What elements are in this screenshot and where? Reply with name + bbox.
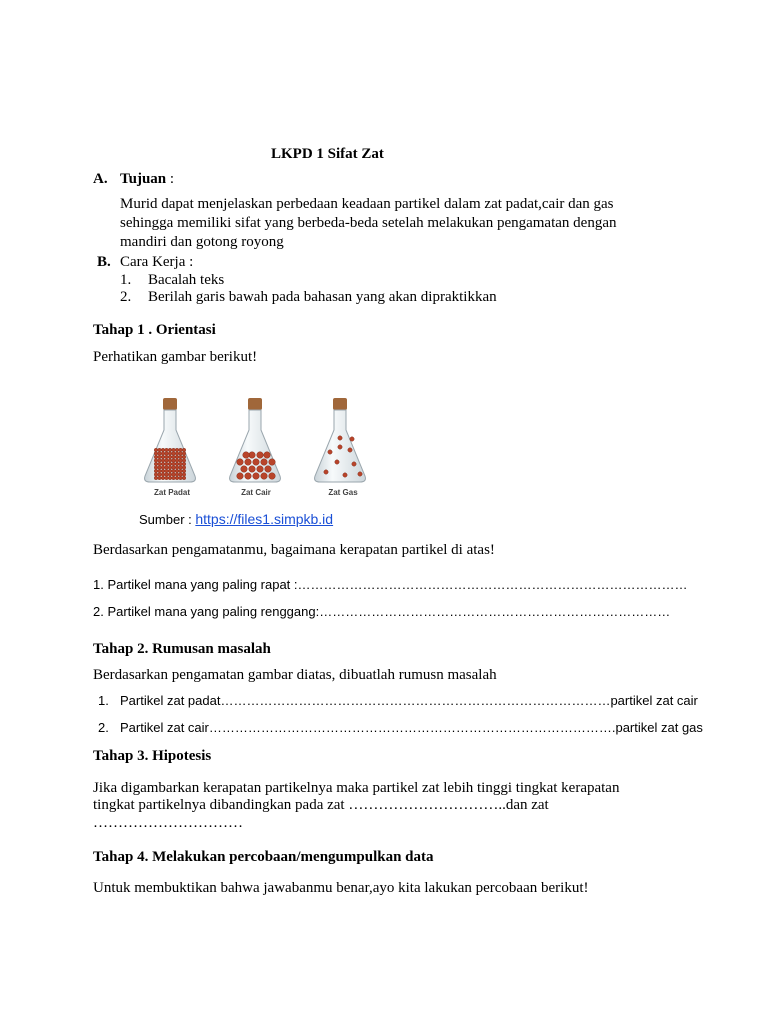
gas-particle bbox=[350, 437, 354, 441]
gas-particle bbox=[328, 450, 332, 454]
flask-liquid bbox=[230, 398, 281, 482]
section-a-line-3: mandiri dan gotong royong bbox=[120, 234, 284, 250]
tahap4-heading: Tahap 4. Melakukan percobaan/mengumpulkan data bbox=[93, 849, 434, 865]
solid-particle bbox=[168, 469, 172, 473]
solid-particle bbox=[179, 473, 183, 477]
solid-particle bbox=[161, 452, 165, 456]
section-a-colon: : bbox=[166, 171, 175, 187]
solid-particle bbox=[154, 452, 158, 456]
tahap1-heading: Tahap 1 . Orientasi bbox=[93, 322, 216, 338]
source-link[interactable]: https://files1.simpkb.id bbox=[195, 511, 334, 527]
solid-particle bbox=[168, 459, 172, 463]
section-b-marker: B. bbox=[97, 254, 111, 270]
tahap2-item-text-2: Partikel zat cair………………………………………………………………………………….partikel zat gas bbox=[120, 720, 703, 735]
gas-particle bbox=[335, 460, 339, 464]
solid-particle bbox=[161, 473, 165, 477]
solid-particle bbox=[172, 462, 176, 466]
tahap2-item-number-1: 1. bbox=[98, 693, 109, 708]
liquid-particle bbox=[265, 466, 272, 473]
solid-particle bbox=[161, 448, 165, 452]
solid-particle bbox=[175, 455, 179, 459]
solid-particle bbox=[182, 473, 186, 477]
tahap3-line-3: ………………………… bbox=[93, 815, 243, 831]
gas-particle bbox=[343, 473, 347, 477]
solid-particle bbox=[179, 469, 183, 473]
step-text-2: Berilah garis bawah pada bahasan yang akan dipraktikkan bbox=[148, 289, 497, 305]
tahap4-intro: Untuk membuktikan bahwa jawabanmu benar,ayo kita lakukan percobaan berikut! bbox=[93, 880, 589, 896]
solid-particle bbox=[182, 469, 186, 473]
liquid-particle bbox=[257, 466, 264, 473]
solid-particle bbox=[158, 448, 162, 452]
solid-particle bbox=[172, 469, 176, 473]
solid-particle bbox=[154, 448, 158, 452]
solid-particle bbox=[182, 459, 186, 463]
liquid-particle bbox=[245, 459, 252, 466]
liquid-particle bbox=[243, 452, 250, 459]
solid-particle bbox=[182, 466, 186, 470]
section-a-line-2: sehingga memiliki sifat yang berbeda-beda setelah melakukan pengamatan dengan bbox=[120, 215, 617, 231]
solid-particle bbox=[158, 469, 162, 473]
solid-particle bbox=[182, 462, 186, 466]
solid-particle bbox=[168, 448, 172, 452]
tahap3-line-2: tingkat partikelnya dibandingkan pada zat …………………………..dan zat bbox=[93, 797, 549, 813]
solid-particle bbox=[158, 466, 162, 470]
step-number-1: 1. bbox=[120, 272, 132, 288]
solid-particle bbox=[172, 476, 176, 480]
solid-particle bbox=[161, 476, 165, 480]
tahap1-item-1: 1. Partikel mana yang paling rapat :……………………………………………………………………………… bbox=[93, 577, 688, 592]
solid-particle bbox=[165, 459, 169, 463]
solid-particle bbox=[172, 466, 176, 470]
step-number-2: 2. bbox=[120, 289, 132, 305]
solid-particle bbox=[182, 452, 186, 456]
solid-particle bbox=[179, 448, 183, 452]
solid-particle bbox=[158, 459, 162, 463]
solid-particle bbox=[179, 476, 183, 480]
solid-particle bbox=[154, 466, 158, 470]
solid-particle bbox=[165, 473, 169, 477]
solid-particle bbox=[168, 466, 172, 470]
solid-particle bbox=[161, 455, 165, 459]
liquid-particle bbox=[269, 459, 276, 466]
section-a-heading-line bbox=[120, 171, 174, 188]
solid-particle bbox=[158, 462, 162, 466]
solid-particle bbox=[168, 476, 172, 480]
liquid-particle bbox=[257, 452, 264, 459]
solid-particle bbox=[168, 452, 172, 456]
gas-particle bbox=[324, 470, 328, 474]
liquid-particle bbox=[269, 473, 276, 480]
solid-particle bbox=[154, 459, 158, 463]
section-b-heading: Cara Kerja : bbox=[120, 254, 194, 270]
solid-particle bbox=[175, 448, 179, 452]
solid-particle bbox=[154, 476, 158, 480]
particle-flasks-figure bbox=[140, 392, 380, 502]
solid-particle bbox=[179, 459, 183, 463]
solid-particle bbox=[172, 455, 176, 459]
tahap2-item-number-2: 2. bbox=[98, 720, 109, 735]
solid-particle bbox=[154, 469, 158, 473]
solid-particle bbox=[179, 452, 183, 456]
tahap1-item-2: 2. Partikel mana yang paling renggang:……………………………………………………………………… bbox=[93, 604, 671, 619]
solid-particle bbox=[172, 473, 176, 477]
solid-particle bbox=[165, 462, 169, 466]
solid-particle bbox=[172, 448, 176, 452]
solid-particles bbox=[154, 448, 186, 480]
solid-particle bbox=[165, 455, 169, 459]
liquid-particle bbox=[249, 452, 256, 459]
step-text-1: Bacalah teks bbox=[148, 272, 225, 288]
flask-label-solid: Zat Padat bbox=[153, 488, 191, 497]
solid-particle bbox=[179, 455, 183, 459]
solid-particle bbox=[182, 455, 186, 459]
solid-particle bbox=[172, 459, 176, 463]
solid-particle bbox=[165, 476, 169, 480]
solid-particle bbox=[175, 469, 179, 473]
liquid-particle bbox=[237, 473, 244, 480]
liquid-particle bbox=[245, 473, 252, 480]
source-label: Sumber : bbox=[139, 512, 196, 527]
solid-particle bbox=[168, 462, 172, 466]
section-a-heading: Tujuan bbox=[120, 171, 167, 187]
liquid-particle bbox=[253, 473, 260, 480]
flask-gas bbox=[315, 398, 366, 482]
gas-particle bbox=[358, 472, 362, 476]
solid-particle bbox=[182, 476, 186, 480]
solid-particle bbox=[175, 466, 179, 470]
solid-particle bbox=[158, 452, 162, 456]
solid-particle bbox=[175, 476, 179, 480]
solid-particle bbox=[182, 448, 186, 452]
gas-particle bbox=[352, 462, 356, 466]
flask-label-liquid: Zat Cair bbox=[241, 488, 271, 497]
tahap1-question: Berdasarkan pengamatanmu, bagaimana kerapatan partikel di atas! bbox=[93, 542, 495, 558]
tahap1-intro: Perhatikan gambar berikut! bbox=[93, 349, 258, 365]
section-a-line-1: Murid dapat menjelaskan perbedaan keadaan partikel dalam zat padat,cair dan gas bbox=[120, 196, 614, 212]
solid-particle bbox=[165, 469, 169, 473]
solid-particle bbox=[165, 452, 169, 456]
document-title: LKPD 1 Sifat Zat bbox=[271, 146, 384, 162]
liquid-particle bbox=[253, 459, 260, 466]
solid-particle bbox=[175, 452, 179, 456]
solid-particle bbox=[165, 448, 169, 452]
liquid-particle bbox=[261, 473, 268, 480]
solid-particle bbox=[158, 476, 162, 480]
liquid-particle bbox=[264, 452, 271, 459]
solid-particle bbox=[175, 473, 179, 477]
solid-particle bbox=[175, 459, 179, 463]
solid-particle bbox=[161, 462, 165, 466]
liquid-particle bbox=[261, 459, 268, 466]
tahap3-line-1: Jika digambarkan kerapatan partikelnya maka partikel zat lebih tinggi tingkat kerapatan bbox=[93, 780, 620, 796]
solid-particle bbox=[179, 462, 183, 466]
solid-particle bbox=[154, 473, 158, 477]
solid-particle bbox=[158, 473, 162, 477]
source-line bbox=[139, 511, 333, 527]
solid-particle bbox=[154, 462, 158, 466]
gas-particle bbox=[338, 445, 342, 449]
tahap3-heading: Tahap 3. Hipotesis bbox=[93, 748, 212, 764]
liquid-particle bbox=[249, 466, 256, 473]
solid-particle bbox=[179, 466, 183, 470]
solid-particle bbox=[168, 455, 172, 459]
solid-particle bbox=[172, 452, 176, 456]
liquid-particle bbox=[237, 459, 244, 466]
section-a-marker: A. bbox=[93, 171, 108, 187]
gas-particle bbox=[348, 448, 352, 452]
flask-label-gas: Zat Gas bbox=[328, 488, 358, 497]
tahap2-item-text-1: Partikel zat padat………………………………………………………………………………partikel zat cair bbox=[120, 693, 698, 708]
solid-particle bbox=[154, 455, 158, 459]
flask-solid bbox=[145, 398, 196, 482]
tahap2-heading: Tahap 2. Rumusan masalah bbox=[93, 641, 271, 657]
solid-particle bbox=[161, 466, 165, 470]
solid-particle bbox=[168, 473, 172, 477]
solid-particle bbox=[158, 455, 162, 459]
solid-particle bbox=[161, 459, 165, 463]
solid-particle bbox=[161, 469, 165, 473]
liquid-particle bbox=[241, 466, 248, 473]
solid-particle bbox=[165, 466, 169, 470]
tahap2-intro: Berdasarkan pengamatan gambar diatas, dibuatlah rumusn masalah bbox=[93, 667, 497, 683]
solid-particle bbox=[175, 462, 179, 466]
gas-particle bbox=[338, 436, 342, 440]
